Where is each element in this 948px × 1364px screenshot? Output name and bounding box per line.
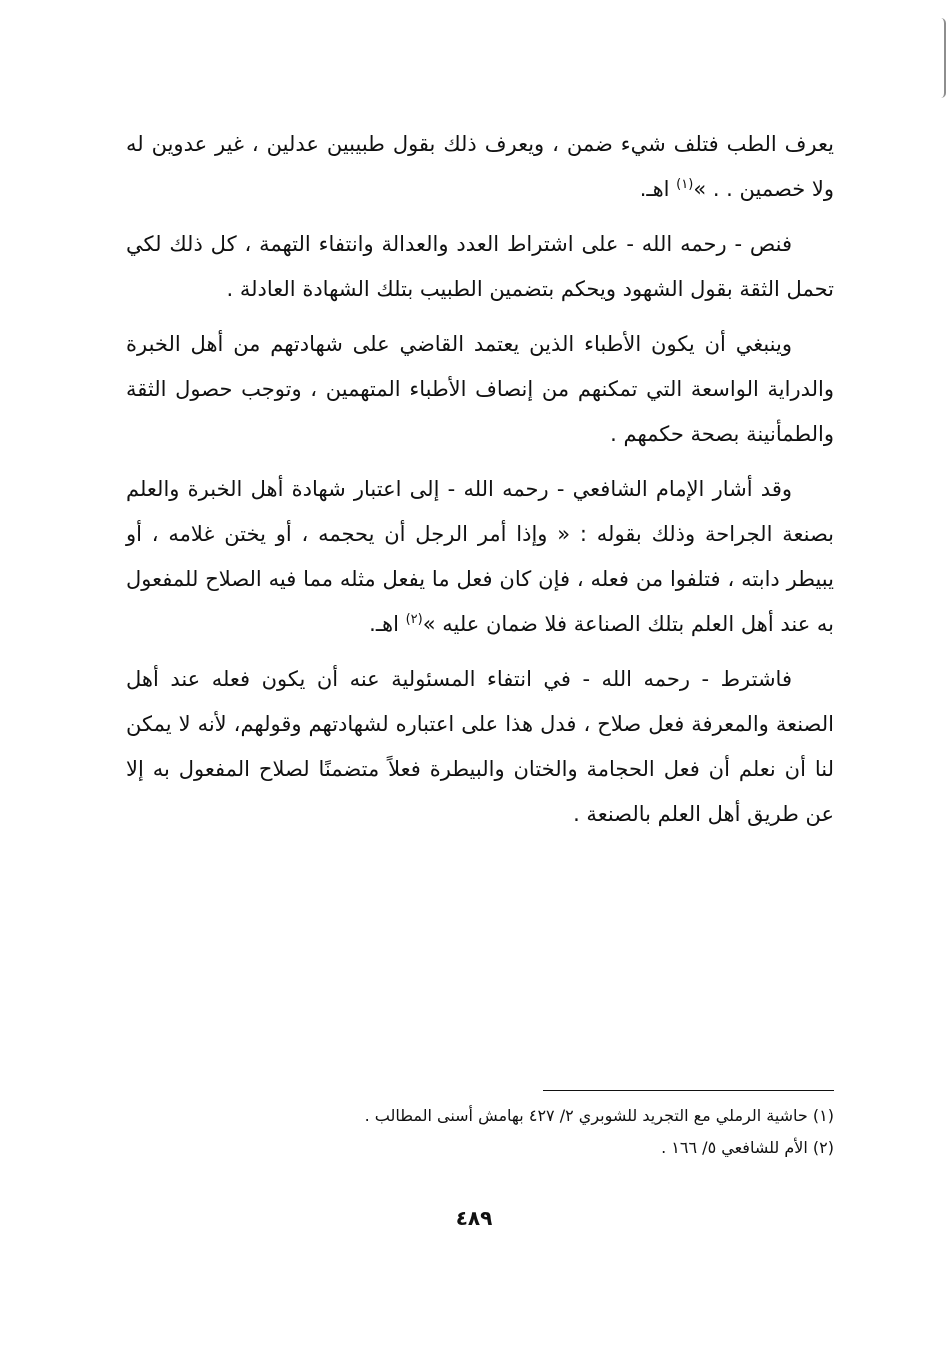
footnote-divider — [543, 1090, 834, 1091]
paragraph-1-tail: اهـ. — [639, 177, 677, 201]
paragraph-2 — [126, 222, 834, 312]
paragraph-5 — [126, 657, 834, 837]
paragraph-4-text: وقد أشار الإمام الشافعي - رحمه الله - إلى اعتبار شهادة أهل الخبرة والعلم بصنعة الجراحة وذلك بقوله : « وإذا أمر الرجل أن يحجمه ، أو يختن غلامه ، أو يبيطر دابته ، فتلفوا من فعله ، فإن كان فعل ما يفعل مثله مما فيه الصلاح للمفعول به عند أهل العلم بتلك الصناعة فلا ضمان عليه » — [126, 477, 834, 636]
footnotes — [126, 1100, 834, 1164]
paragraph-2-text: فنص - رحمه الله - على اشتراط العدد والعدالة وانتفاء التهمة ، كل ذلك لكي تحمل الثقة بقول الشهود ويحكم بتضمين الطبيب بتلك الشهادة العادلة . — [126, 232, 834, 301]
paragraph-1-text: يعرف الطب فتلف شيء ضمن ، ويعرف ذلك بقول طبيبين عدلين ، غير عدوين له ولا خصمين . . » — [126, 132, 834, 201]
footnote-ref-1[interactable]: (١) — [676, 177, 694, 192]
footnote-ref-2[interactable]: (٢) — [405, 612, 423, 627]
paragraph-3 — [126, 322, 834, 457]
paragraph-4-tail: اهـ. — [369, 612, 406, 636]
page-number: ٤٨٩ — [455, 1206, 493, 1230]
paragraph-4 — [126, 467, 834, 647]
paragraph-5-text: فاشترط - رحمه الله - في انتفاء المسئولية عنه أن يكون فعله عند أهل الصنعة والمعرفة فعل صلاح ، فدل هذا على اعتباره لشهادتهم وقولهم، لأنه لا يمكن لنا أن نعلم أن فعل الحجامة والختان والبيطرة فعلاً متضمنًا لصلاح المفعول به إلا عن طريق أهل العلم بالصنعة . — [126, 667, 834, 826]
footnote-2: (٢) الأم للشافعي ٥/ ١٦٦ . — [661, 1138, 834, 1157]
paragraph-3-text: وينبغي أن يكون الأطباء الذين يعتمد القاضي على شهادتهم من أهل الخبرة والدراية الواسعة التي تمكنهم من إنصاف الأطباء المتهمين ، وتوجب حصول الثقة والطمأنينة بصحة حكمهم . — [126, 332, 834, 446]
page-edge-mark — [941, 18, 946, 98]
paragraph-1 — [126, 122, 834, 212]
body-text — [126, 122, 834, 847]
footnote-1: (١) حاشية الرملي مع التجريد للشوبري ٢/ ٤٢٧ بهامش أسنى المطالب . — [364, 1106, 834, 1125]
